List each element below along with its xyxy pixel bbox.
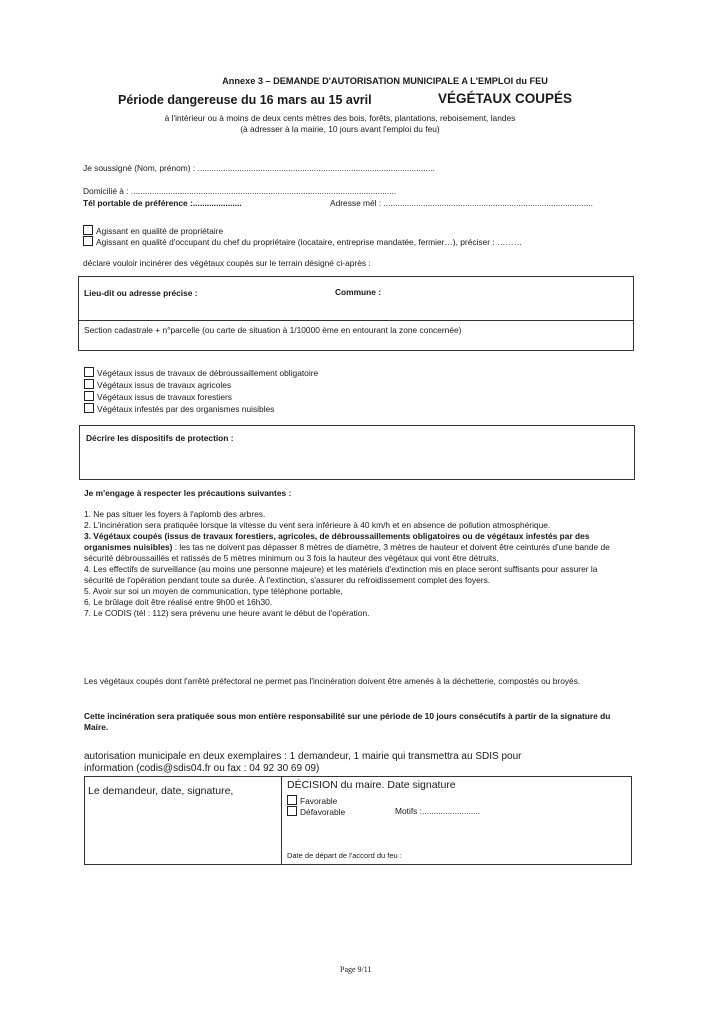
veg-type-label: Végétaux issus de travaux de débroussaillement obligatoire	[97, 368, 319, 378]
veg-type-list	[84, 367, 318, 415]
category-title: VÉGÉTAUX COUPÉS	[438, 91, 573, 106]
checkbox-favorable[interactable]	[287, 795, 297, 805]
page-number: Page 9/11	[340, 965, 372, 974]
veg-type-item[interactable]	[84, 391, 318, 403]
veg-type-item[interactable]	[84, 379, 318, 391]
precautions-list	[84, 509, 624, 619]
precaution-4: 4. Les effectifs de surveillance (au moins une personne majeure) et les matériels d'extinction mis en place seront suffisants pour assurer la sécurité de l'opération pendant toute sa durée. À l'extinction, s'assurer du refroidissement complet des foyers.	[84, 564, 598, 585]
email-field[interactable]: Adresse mél : ..........................................................................................	[330, 198, 593, 208]
applicant-signature-label[interactable]: Le demandeur, date, signature,	[88, 785, 234, 797]
checkbox-veg-1[interactable]	[84, 367, 94, 377]
cadastre-label: Section cadastrale + n°parcelle (ou carte de situation à 1/10000 ème en entourant la zone concernée)	[84, 325, 462, 335]
checkbox-veg-2[interactable]	[84, 379, 94, 389]
checkbox-veg-4[interactable]	[84, 403, 94, 413]
option-unfavorable[interactable]	[287, 806, 345, 818]
authorization-line-1: autorisation municipale en deux exemplaires : 1 demandeur, 1 mairie qui transmettra au SDIS pour	[84, 751, 522, 762]
veg-type-label: Végétaux issus de travaux agricoles	[97, 380, 232, 390]
checkbox-unfavorable[interactable]	[287, 806, 297, 816]
precaution-5: 5. Avoir sur soi un moyen de communication, type téléphone portable,	[84, 586, 343, 596]
checkbox-owner[interactable]	[83, 225, 93, 235]
name-field[interactable]: Je soussigné (Nom, prénom) : ......................................................................................................	[83, 163, 435, 173]
period-title: Période dangereuse du 16 mars au 15 avril	[118, 93, 372, 107]
header-subtitle-2: (à adresser à la mairie, 10 jours avant l'emploi du feu)	[240, 124, 440, 134]
location-divider	[78, 320, 634, 321]
start-date-field[interactable]: Date de départ de l'accord du feu :	[287, 851, 402, 860]
domicile-field[interactable]: Domicilié à : ..................................................................................................................	[83, 186, 397, 196]
phone-field[interactable]: Tél portable de préférence :.....................	[83, 198, 242, 208]
veg-type-item[interactable]	[84, 403, 318, 415]
annex-title: Annexe 3 – DEMANDE D'AUTORISATION MUNICIPALE A L'EMPLOI du FEU	[222, 76, 548, 86]
responsibility-statement: Cette incinération sera pratiquée sous mon entière responsabilité sur une période de 10 jours consécutifs à partir de la signature du Maire.	[84, 711, 611, 732]
commune-label: Commune :	[335, 287, 382, 297]
precaution-3-heading: 3. Végétaux coupés (issus de travaux forestiers, agricoles, de débroussaillements obligatoires ou de végétaux infestés par des organismes nuisibles)	[84, 531, 590, 552]
precaution-1: 1. Ne pas situer les foyers à l'aplomb des arbres.	[84, 509, 266, 519]
capacity-occupant-label: Agissant en qualité d'occupant du chef du propriétaire (locataire, entreprise mandatée, fermier…), préciser : ………	[96, 237, 523, 247]
commitment-title: Je m'engage à respecter les précautions suivantes :	[84, 488, 292, 498]
compost-note: Les végétaux coupés dont l'arrêté préfectoral ne permet pas l'incinération doivent être amenés à la déchetterie, compostés ou broyés.	[84, 676, 581, 686]
protection-label: Décrire les dispositifs de protection :	[86, 433, 234, 443]
authorization-note	[84, 751, 521, 775]
checkbox-veg-3[interactable]	[84, 391, 94, 401]
capacity-occupant[interactable]	[83, 236, 522, 248]
veg-type-label: Végétaux issus de travaux forestiers	[97, 392, 232, 402]
declaration: déclare vouloir incinérer des végétaux coupés sur le terrain désigné ci-après :	[83, 258, 371, 268]
authorization-line-2: information (codis@sdis04.fr ou fax : 04 92 30 69 09)	[84, 763, 320, 774]
precaution-7: 7. Le CODIS (tél : 112) sera prévenu une heure avant le début de l'opération.	[84, 608, 370, 618]
capacity-owner-label: Agissant en qualité de propriétaire	[96, 226, 224, 236]
place-label: Lieu-dit ou adresse précise :	[84, 288, 198, 298]
veg-type-label: Végétaux infestés par des organismes nuisibles	[97, 404, 275, 414]
precaution-6: 6. Le brûlage doit être réalisé entre 9h00 et 16h30.	[84, 597, 273, 607]
header-subtitle-1: à l'intérieur ou à moins de deux cents mètres des bois, forêts, plantations, reboisement, landes	[164, 113, 516, 123]
precaution-3-text: : les tas ne doivent pas dépasser 8 mètres de diamètre, 3 mètres de hauteur et doivent être ceinturés d'une bande de sécurité débroussaillés et ratissés de 5 mètres minimum ou 3 fois la hauteur des végétaux qui vont être détruits.	[84, 542, 610, 563]
veg-type-item[interactable]	[84, 367, 318, 379]
precaution-2: 2. L'incinération sera pratiquée lorsque la vitesse du vent sera inférieure à 40 km/h et en absence de pollution atmosphérique.	[84, 520, 551, 530]
unfavorable-label: Défavorable	[300, 807, 346, 817]
precaution-3	[84, 531, 624, 564]
motifs-field[interactable]: Motifs :.........................	[395, 806, 481, 816]
signature-divider	[281, 776, 282, 865]
favorable-label: Favorable	[300, 796, 338, 806]
checkbox-occupant[interactable]	[83, 236, 93, 246]
mayor-decision-label: DÉCISION du maire. Date signature	[287, 779, 456, 791]
